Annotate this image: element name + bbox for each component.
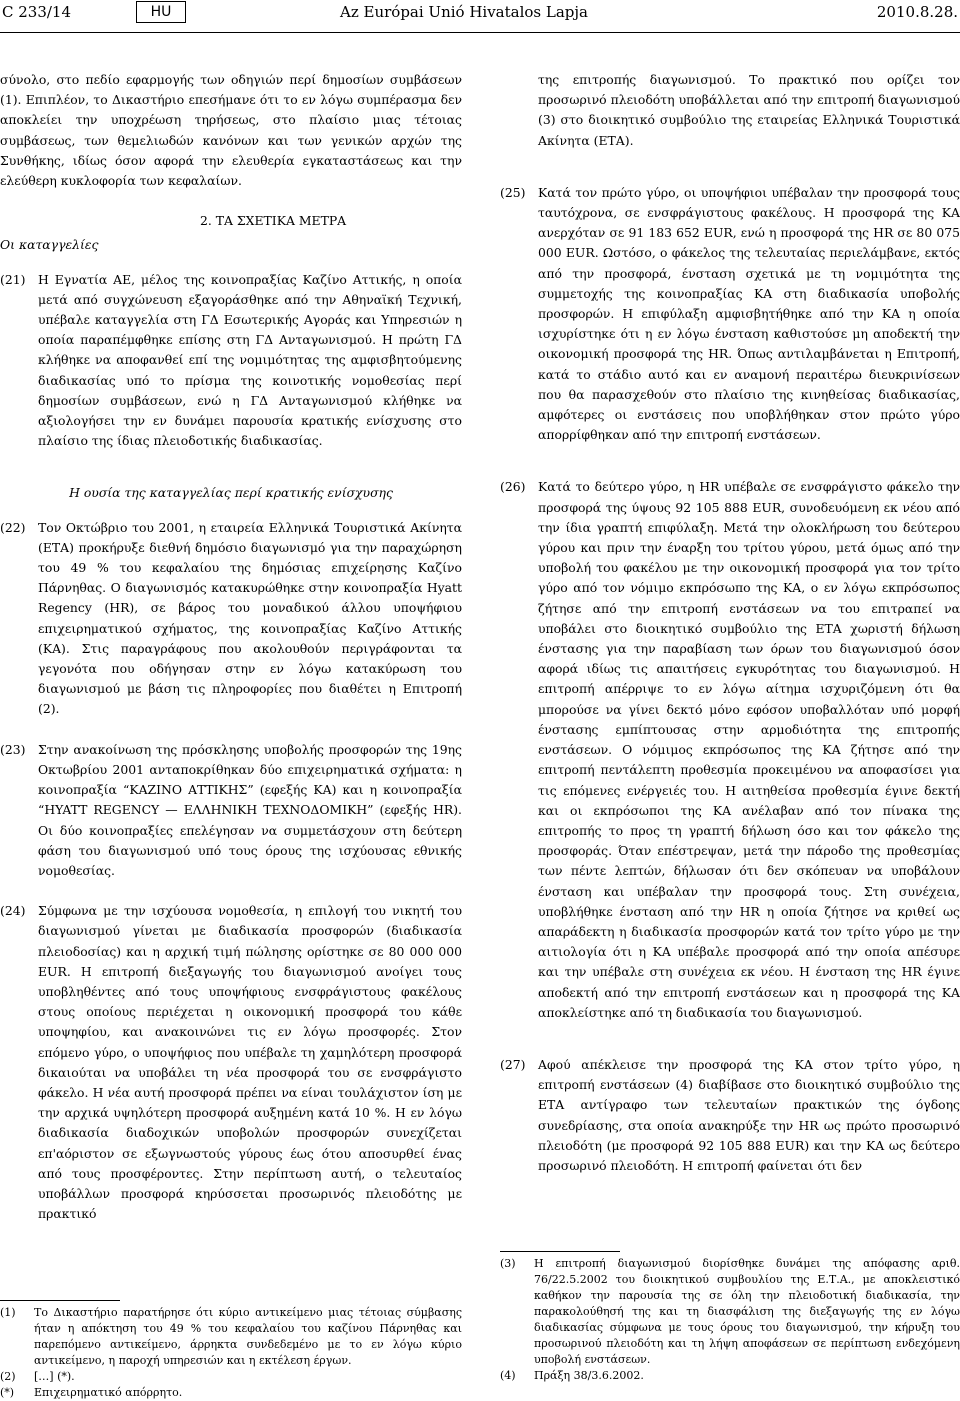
paragraph-26 [500,477,960,1022]
paragraph-text: Τον Οκτώβριο του 2001, η εταιρεία Ελληνικά Τουριστικά Ακίνητα (ΕΤΑ) προκήρυξε διεθνή δημόσιο διαγωνισμό για την παραχώρηση του 49 % του κεφαλαίου της δημόσιας επιχείρησης Καζίνο Πάρνηθας. Ο διαγωνισμός κατακυρώθηκε στην κοινοπραξία Hyatt Regency (HR), σε βάρος του μοναδικού άλλου υποψήφιου επιχειρηματικού σχήματος, της κοινοπραξίας Καζίνο Αττικής (ΚΑ). Στις παραγράφους που ακολουθούν περιγράφονται τα γεγονότα που οδήγησαν στην εν λόγω κατακύρωση του διαγωνισμού με βάση τις πληροφορίες που διαθέτει η Επιτροπή (2). [38,519,462,717]
paragraph-number: (25) [500,184,526,200]
paragraph-text: Κατά τον πρώτο γύρο, οι υποψήφιοι υπέβαλαν την προσφορά τους ταυτόχρονα, σε ενσφράγιστους φακέλους. Η προσφορά της ΚΑ ανερχόταν σε 91 183 652 EUR, ενώ η προσφορά της HR σε 80 075 000 EUR. Ωστόσο, ο φάκελος της τελευταίας περιελάμβανε, εκτός από την προσφορά, ένσταση σχετικά με τη νομιμότητα της συμμετοχής της κοινοπραξίας ΚΑ στη διαδικασία υποβολής προσφορών. Η επιφύλαξη αμφισβητήθηκε από την ΚΑ η οποία ισχυρίστηκε ότι η εν λόγω ένσταση καθιστούσε μη αποδεκτή την οικονομική προσφορά της HR. Όπως αντιλαμβάνεται η Επιτροπή, κατά το στάδιο αυτό και εν αναμονή περαιτέρω διευκρινίσεων που θα παρασχεθούν στο πλαίσιο της κινηθείσας διαδικασίας, αμφότερες οι ενστάσεις που υποβλήθηκαν στον πρώτο γύρο απορρίφθηκαν από την επιτροπή ενστάσεων. [538,184,960,443]
left-column [0,70,462,1224]
footnote-number: (4) [500,1369,516,1382]
paragraph-text: Στην ανακοίνωση της πρόσκλησης υποβολής προσφορών της 19ης Οκτωβρίου 2001 ανταποκρίθηκαν δύο επιχειρηματικά σχήματα: η κοινοπραξία “ΚΑΖΙΝΟ ΑΤΤΙΚΗΣ” (εφεξής ΚΑ) και η κοινοπραξία “HYATT REGENCY — ΕΛΛΗΝΙΚΗ ΤΕΧΝΟΔΟΜΙΚΗ” (εφεξής HR). Οι δύο κοινοπραξίες επελέγησαν να συμμετάσχουν στη δεύτερη φάση του διαγωνισμού υπό τους όρους της ισχύουσας εθνικής νομοθεσίας. [38,741,462,878]
paragraph-number: (27) [500,1056,526,1072]
paragraph-text: Η Εγνατία ΑΕ, μέλος της κοινοπραξίας Καζίνο Αττικής, η οποία μετά από συγχώνευση εξαγοράσθηκε από την Αθηναϊκή Τεχνική, υπέβαλε καταγγελία στη ΓΔ Εσωτερικής Αγοράς και Υπηρεσιών η οποία παραπέμφθηκε επίσης στη ΓΔ Ανταγωνισμού. Η πρώτη ΓΔ κλήθηκε να αποφανθεί επί της νομιμότητας της αμφισβητούμενης διαδικασίας υπό το πρίσμα της κοινοτικής νομοθεσίας περί δημοσίων συμβάσεων, ενώ η ΓΔ Ανταγωνισμού κλήθηκε να αξιολογήσει την εν δυνάμει παρουσία κρατικής ενίσχυσης στο πλαίσιο της ίδιας πλειοδοτικής διαδικασίας. [38,271,462,449]
footnote-1 [0,1305,462,1369]
footnote-text: Η επιτροπή διαγωνισμού διορίσθηκε δυνάμει της απόφασης αριθ. 76/22.5.2002 του διοικητικού συμβουλίου της Ε.Τ.Α., με αποκλειστικό καθήκον την παρουσία της σε όλη την πλειοδοτική διαδικασία, την παρακολούθησή της και τη διασφάλιση της διεξαγωγής της εν λόγω διαδικασίας σύμφωνα με τους όρους του διαγωνισμού, την κήρυξη του προσωρινού πλειοδότη και τη λήψη αποφάσεων σε περίπτωση ενδεχόμενη υποβολή ενστάσεων. [534,1257,960,1366]
footnotes-right [500,1251,960,1384]
paragraph-number: (23) [0,741,26,757]
paragraph-number: (24) [0,903,26,919]
subheading-complaints: Οι καταγγελίες [0,237,99,253]
footnote-rule [500,1251,620,1252]
footnote-number: (*) [0,1386,15,1399]
footnote-rule [0,1300,120,1301]
footnote-text: Πράξη 38/3.6.2002. [534,1369,644,1382]
paragraph-25 [500,183,960,446]
footnotes-left [0,1300,462,1401]
footnote-text: Επιχειρηματικό απόρρητο. [34,1386,183,1399]
footnote-number: (1) [0,1306,16,1319]
paragraph-21 [0,270,462,452]
footnote-star [0,1385,462,1401]
language-badge: HU [136,1,186,23]
right-column [500,70,960,1176]
page-header [0,0,960,38]
paragraph-number: (26) [500,479,526,495]
paragraph-text: Αφού απέκλεισε την προσφορά της ΚΑ στον τρίτο γύρο, η επιτροπή ενστάσεων (4) διαβίβασε στο διοικητικό συμβούλιο της ΕΤΑ αντίγραφο των τελευταίων πρακτικών της όγδοης συνεδρίασης, στα οποία ανακηρύξε την HR ως πρώτο προσωρινό πλειοδότη (με προσφορά 92 105 888 EUR) και την ΚΑ ως δεύτερο προσωρινό πλειοδότη. Η επιτροπή φαίνεται ότι δεν [538,1056,960,1173]
footnote-number: (2) [0,1370,16,1383]
paragraph-number: (21) [0,271,26,287]
paragraph-text: Κατά το δεύτερο γύρο, η HR υπέβαλε σε ενσφράγιστο φάκελο την προσφορά της ύψους 92 105 888 EUR, συνοδευόμενη εκ νέου από την ίδια γραπτή επιφύλαξη. Μετά την ολοκλήρωση του δεύτερου γύρου και πριν την έναρξη του τρίτου γύρου, μετά όμως από την υποβολή του φακέλου με την οικονομική προσφορά για τον τρίτο γύρο από τον νόμιμο εκπρόσωπο της ΚΑ, ο εν λόγω εκπρόσωπος ζήτησε από την επιτροπή ενστάσεων να του επιτραπεί να υποβάλει στο διοικητικό συμβούλιο της ΕΤΑ χωριστή δήλωση ένστασης για την παραβίαση των όρων του διαγωνισμού όσον αφορά ιδίως τις απαιτήσεις εγκυρότητας του διαγωνισμού. Η επιτροπή απέρριψε το εν λόγω αίτημα ισχυριζόμενη ότι θα μπορούσε να γίνει δεκτό μόνο εφόσον υποβαλλόταν υπό μορφή ένστασης εμπίπτουσας στην αρμοδιότητα της επιτροπής ενστάσεων. Ο νόμιμος εκπρόσωπος της ΚΑ ζήτησε από την επιτροπή πεντάλεπτη προθεσμία προκειμένου να αποφασίσει για τις επόμενες ενέργειές του. Η αιτηθείσα προθεσμία έγινε δεκτή και οι εκπρόσωποι της ΚΑ ανέλαβαν από τον πίνακα της επιτροπής το προς τη γραπτή δήλωση όσο και τον φάκελο της προσφοράς. Όταν επέστρεψαν, μετά την πάροδο της προθεσμίας των πέντε λεπτών, δήλωσαν ότι δεν σκόπευαν να υποβάλουν ένσταση και υπέβαλαν την προσφορά τους. Στη συνέχεια, υποβλήθηκε ένσταση από την HR η οποία ζήτησε να κριθεί ως απαράδεκτη η διαδικασία προσφορών κατά τον τρίτο γύρο με την αιτιολογία ότι η ΚΑ υπέβαλε προσφορά από την οποία απέσυρε και την υπέβαλε στη συνέχεια εκ νέου. Η ένσταση της HR έγινε αποδεκτή από την επιτροπή ενστάσεων και η προσφορά της ΚΑ αποκλείστηκε από τη διαδικασία του διαγωνισμού. [538,479,960,1020]
footnote-text: […] (*). [34,1370,75,1383]
subheading-substance: Η ουσία της καταγγελίας περί κρατικής ενίσχυσης [69,485,393,501]
paragraph-22 [0,518,462,720]
footnote-number: (3) [500,1257,516,1270]
header-rule [0,32,960,33]
section-heading: 2. ΤΑ ΣΧΕΤΙΚΑ ΜΕΤΡΑ [200,213,347,229]
footnote-3 [500,1256,960,1368]
paragraph-23 [0,740,462,881]
paragraph-text: Σύμφωνα με την ισχύουσα νομοθεσία, η επιλογή του νικητή του διαγωνισμού γίνεται με διαδικασία προσφορών (διαδικασία πλειοδοσίας) και η αρχική τιμή πώλησης ορίστηκε σε 80 000 000 EUR. Η επιτροπή διεξαγωγής του διαγωνισμού ανοίγει τους υποβληθέντες από τους υποψήφιους ενσφράγιστους φακέλους στους οποίους περιέχεται η οικονομική προσφορά του κάθε υποψηφίου, και ανακοινώνει τις εν λόγω προσφορές. Στον επόμενο γύρο, ο υποψήφιος που υπέβαλε τη χαμηλότερη προσφορά δικαιούται να υποβάλει τη νέα προσφορά του σε ενσφράγιστο φάκελο. Η νέα αυτή προσφορά πρέπει να είναι τουλάχιστον ίση με την αρχικά υψηλότερη προσφορά αυξημένη κατά 10 %. Η εν λόγω διαδικασία διαδοχικών υποβολών προσφορών συνεχίζεται επ'αόριστον σε εξωγνωστούς γύρους έως ότου αποσυρθεί ένας από τους προσφέροντες. Στην περίπτωση αυτή, ο τελευταίος υποβάλλων προσφορά κηρύσσεται προσωρινός πλειοδότης με πρακτικό [38,903,462,1222]
continuation-paragraph: της επιτροπής διαγωνισμού. Το πρακτικό που ορίζει τον προσωρινό πλειοδότη υποβάλλεται από την επιτροπή διαγωνισμού (3) στο διοικητικό συμβούλιο της εταιρείας Ελληνικά Τουριστικά Ακίνητα (ΕΤΑ). [538,72,960,148]
paragraph-number: (22) [0,519,26,535]
intro-paragraph: σύνολο, στο πεδίο εφαρμογής των οδηγιών περί δημοσίων συμβάσεων (1). Επιπλέον, το Δικαστήριο επεσήμανε ότι το εν λόγω συμπέρασμα δεν αποκλείει την υποχρέωση τηρήσεως, στο πλαίσιο μιας τέτοιας συμβάσεως, των θεμελιωδών κανόνων και των γενικών αρχών της Συνθήκης, ιδίως όσον αφορά την ελευθερία εγκαταστάσεως και την ελεύθερη κυκλοφορία των κεφαλαίων. [0,72,462,189]
footnote-2 [0,1369,462,1385]
journal-title: Az Európai Unió Hivatalos Lapja [340,3,588,21]
publication-date: 2010.8.28. [876,3,958,21]
page-reference: C 233/14 [2,3,72,21]
footnote-text: Το Δικαστήριο παρατήρησε ότι κύριο αντικείμενο μιας τέτοιας σύμβασης ήταν η απόκτηση του 49 % του κεφαλαίου του καζίνου Πάρνηθας και παρεπόμενο αντικείμενο, άρρηκτα συνδεδεμένο με το εν λόγω κύριο αντικείμενο, η παροχή υπηρεσιών και η εκτέλεση έργων. [34,1306,462,1367]
paragraph-27 [500,1055,960,1176]
footnote-4 [500,1368,960,1384]
paragraph-24 [0,901,462,1224]
